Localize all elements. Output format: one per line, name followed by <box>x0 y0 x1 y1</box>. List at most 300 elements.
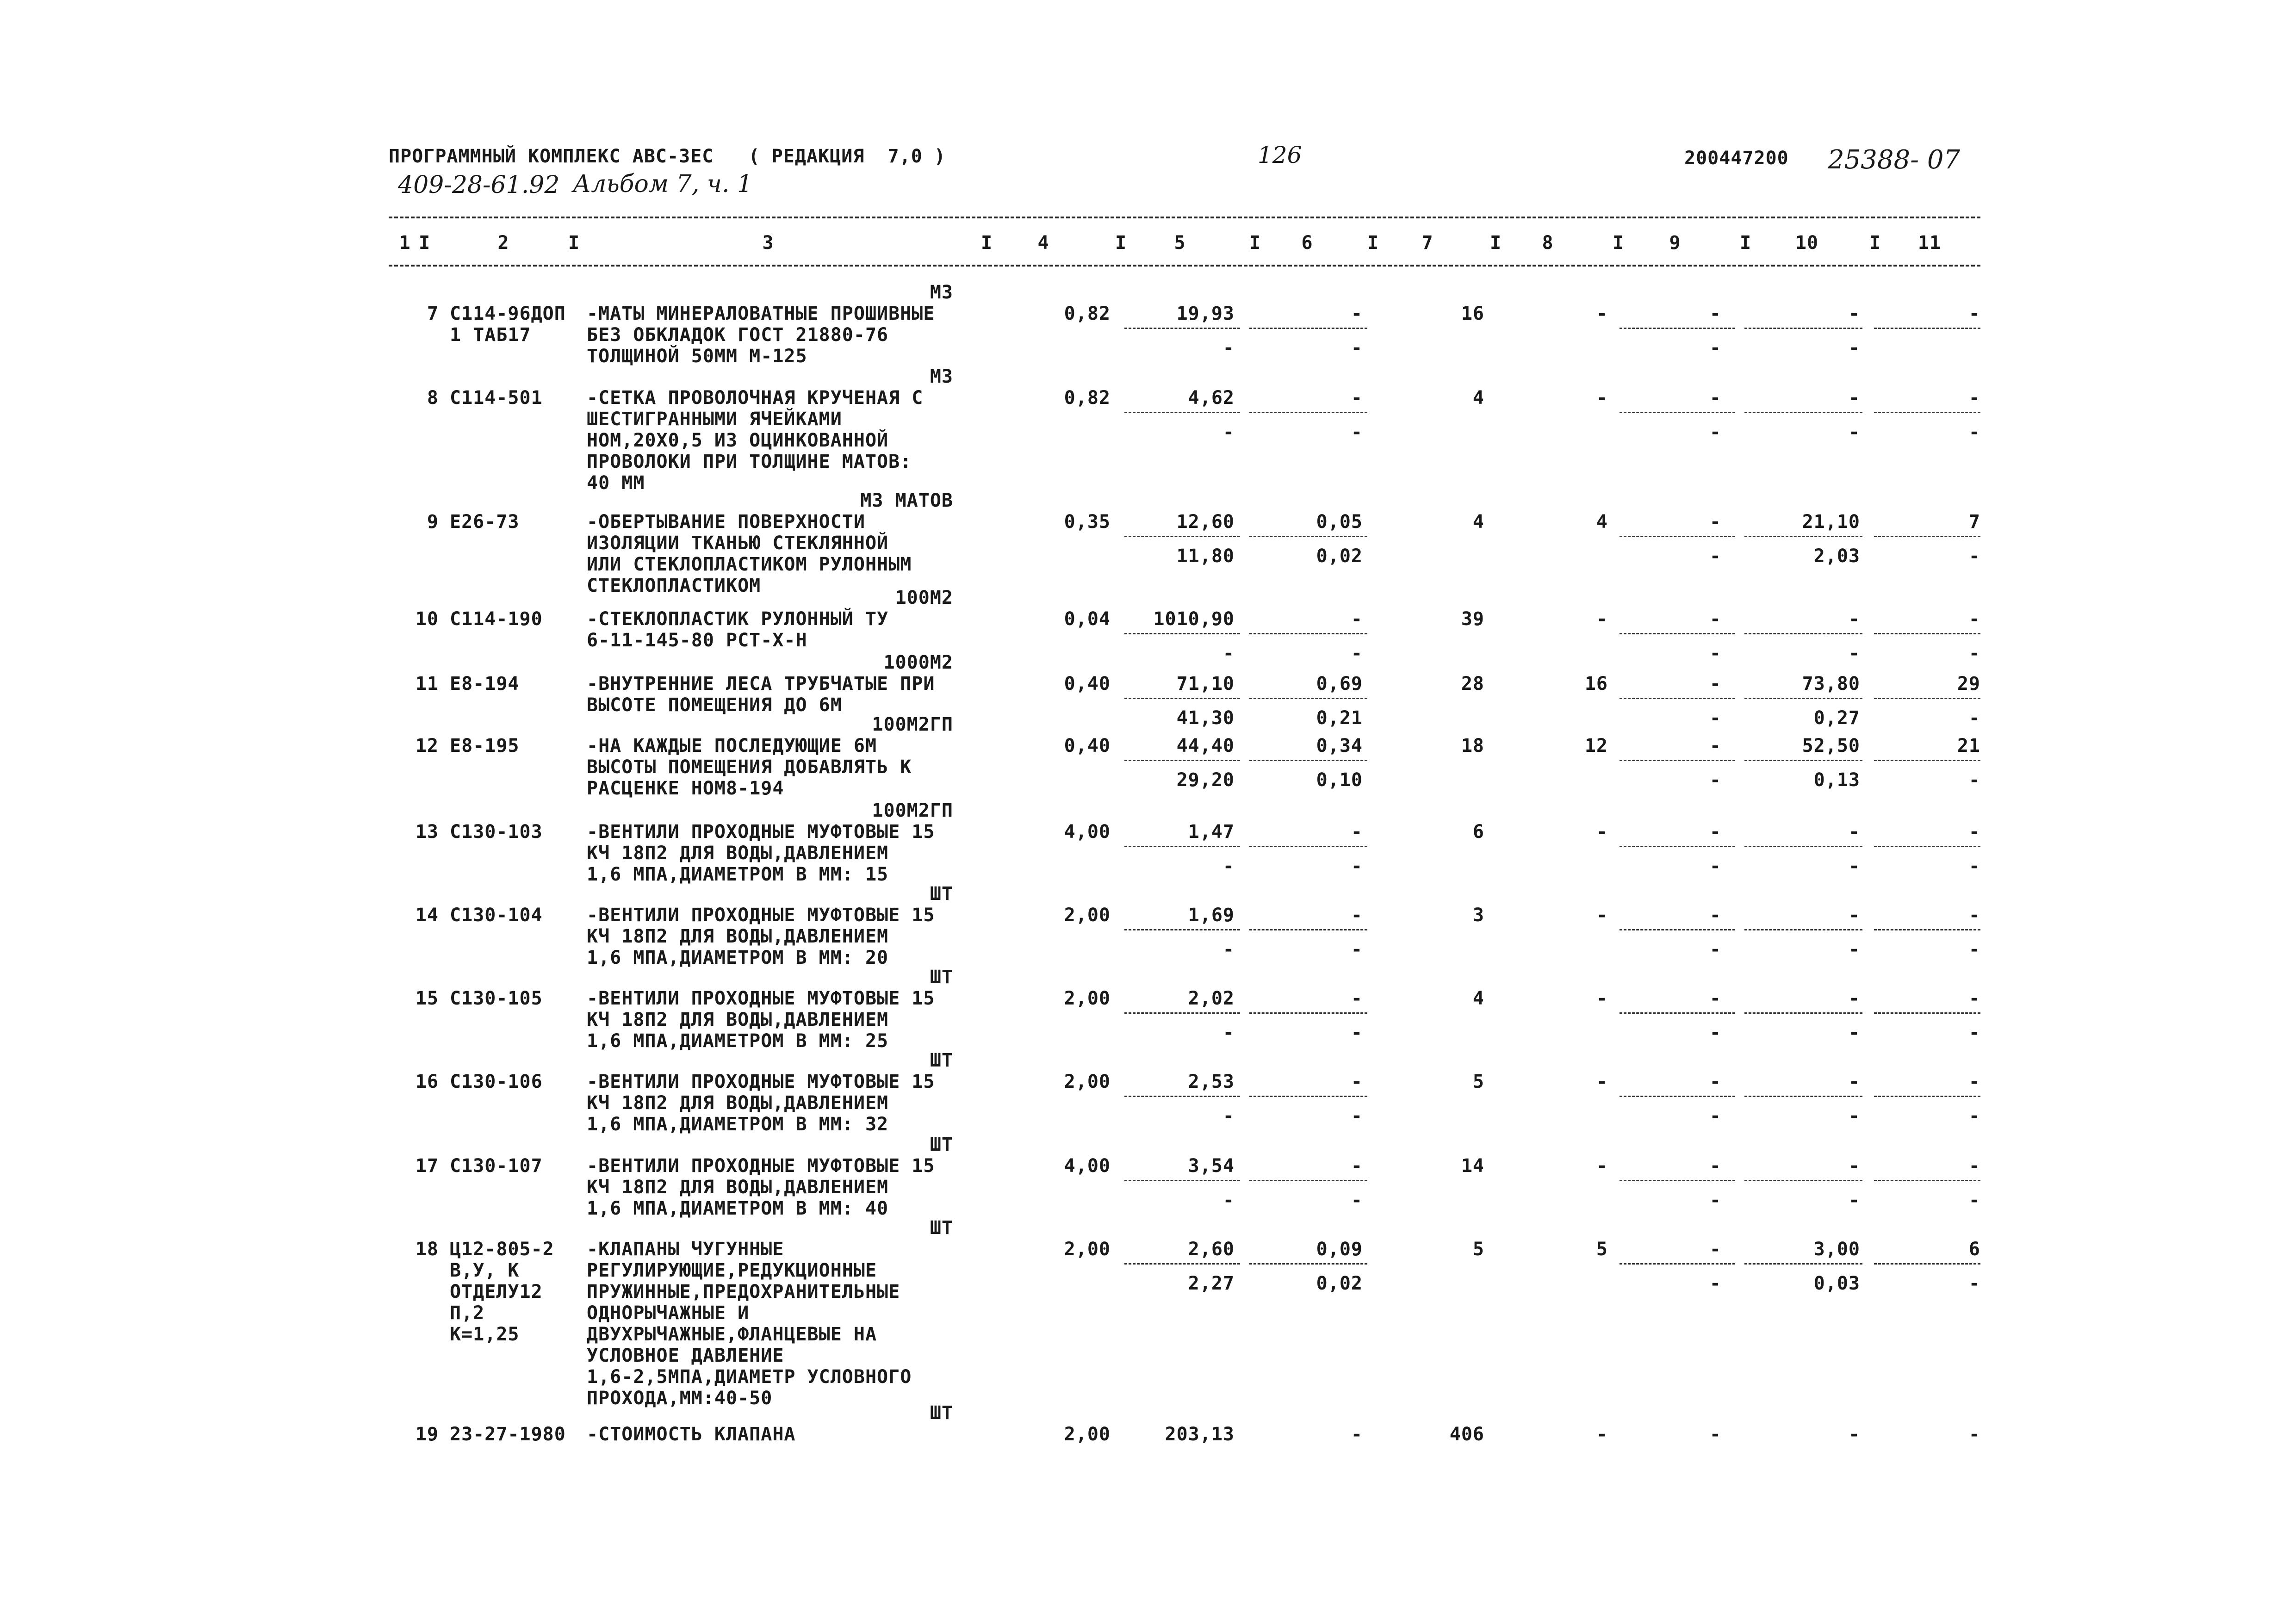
unit-cost-cell: 1,47 <box>1188 821 1235 843</box>
col11-cell: 21 <box>1957 735 1980 756</box>
work-description: 1,6-2,5МПА,ДИАМЕТР УСЛОВНОГО <box>587 1366 912 1388</box>
table-header-rule <box>389 265 1980 267</box>
rate-code: Е8-194 <box>450 673 520 694</box>
wage-cell: - <box>1596 988 1608 1009</box>
cell-separator <box>1620 1096 1735 1097</box>
col10-cell: - <box>1848 1189 1860 1211</box>
row-number: 16 <box>415 1071 439 1092</box>
cell-separator <box>1124 412 1240 413</box>
machine-cost-cell: - <box>1351 387 1363 409</box>
work-description: -ВЕНТИЛИ ПРОХОДНЫЕ МУФТОВЫЕ 15 <box>587 1155 935 1177</box>
album-handwritten: Альбом 7, ч. 1 <box>573 170 753 198</box>
rate-code: С114-190 <box>450 608 543 630</box>
cell-separator <box>1874 412 1980 413</box>
col11-cell: - <box>1968 988 1980 1009</box>
column-divider: I <box>1115 232 1127 254</box>
unit-label: ШТ <box>930 883 953 905</box>
work-description: ШЕСТИГРАННЫМИ ЯЧЕЙКАМИ <box>587 409 842 430</box>
work-description: ТОЛЩИНОЙ 50ММ М-125 <box>587 346 807 367</box>
cell-separator <box>1124 929 1240 930</box>
cell-separator <box>1124 1263 1240 1265</box>
cell-separator <box>1620 760 1735 761</box>
unit-label: М3 МАТОВ <box>860 490 953 511</box>
unit-cost-cell: 2,27 <box>1188 1272 1235 1294</box>
machine-cost-cell: 0,02 <box>1316 1272 1363 1294</box>
work-description: 1,6 МПА,ДИАМЕТРОМ В ММ: 40 <box>587 1198 889 1219</box>
cell-separator <box>1620 633 1735 634</box>
unit-cost-cell: - <box>1222 337 1235 359</box>
cell-separator <box>1874 328 1980 329</box>
rate-code: П,2 <box>450 1302 485 1324</box>
machine-cost-cell: 0,05 <box>1316 511 1363 533</box>
unit-cost-cell: 29,20 <box>1176 769 1235 791</box>
row-number: 11 <box>415 673 439 694</box>
col10-cell: - <box>1848 1071 1860 1092</box>
col11-cell: - <box>1968 421 1980 443</box>
table-top-rule <box>389 217 1980 218</box>
cell-separator <box>1874 1012 1980 1014</box>
col10-cell: - <box>1848 1424 1860 1445</box>
col11-cell: - <box>1968 642 1980 664</box>
unit-cost-cell: 44,40 <box>1176 735 1235 756</box>
cell-separator <box>1124 633 1240 634</box>
work-description: УСЛОВНОЕ ДАВЛЕНИЕ <box>587 1345 784 1366</box>
work-description: 1,6 МПА,ДИАМЕТРОМ В ММ: 32 <box>587 1114 889 1135</box>
col11-cell: - <box>1968 1272 1980 1294</box>
cell-separator <box>1249 1012 1367 1014</box>
col10-cell: - <box>1848 337 1860 359</box>
work-description: ВЫСОТЕ ПОМЕЩЕНИЯ ДО 6М <box>587 694 842 716</box>
cell-separator <box>1874 1180 1980 1181</box>
rate-code: 1 ТАБ17 <box>450 324 531 346</box>
work-description: ПРОХОДА,ММ:40-50 <box>587 1388 773 1409</box>
cell-separator <box>1124 1096 1240 1097</box>
col9-cell: - <box>1709 337 1721 359</box>
col11-cell: 29 <box>1957 673 1980 694</box>
machine-cost-cell: - <box>1351 1071 1363 1092</box>
total-cost-cell: 39 <box>1461 608 1484 630</box>
column-divider: I <box>1249 232 1261 254</box>
cell-separator <box>1249 929 1367 930</box>
column-header-7: 7 <box>1421 232 1433 254</box>
cell-separator <box>1620 1012 1735 1014</box>
cell-separator <box>1124 846 1240 847</box>
unit-cost-cell: 19,93 <box>1176 303 1235 324</box>
machine-cost-cell: 0,69 <box>1316 673 1363 694</box>
col9-cell: - <box>1709 511 1721 533</box>
column-divider: I <box>1490 232 1502 254</box>
col9-cell: - <box>1709 1071 1721 1092</box>
col10-cell: 2,03 <box>1813 545 1860 567</box>
row-number: 9 <box>427 511 439 533</box>
col10-cell: - <box>1848 1105 1860 1127</box>
wage-cell: 12 <box>1584 735 1608 756</box>
unit-label: ШТ <box>930 1050 953 1071</box>
total-cost-cell: 3 <box>1472 905 1484 926</box>
col10-cell: - <box>1848 855 1860 877</box>
cell-separator <box>1620 412 1735 413</box>
col9-cell: - <box>1709 988 1721 1009</box>
col10-cell: - <box>1848 1022 1860 1043</box>
cell-separator <box>1124 536 1240 537</box>
machine-cost-cell: - <box>1351 988 1363 1009</box>
quantity-cell: 0,40 <box>1064 735 1111 756</box>
machine-cost-cell: - <box>1351 1155 1363 1177</box>
work-description: -ВНУТРЕННИЕ ЛЕСА ТРУБЧАТЫЕ ПРИ <box>587 673 935 694</box>
unit-label: 100М2 <box>895 587 953 608</box>
col9-cell: - <box>1709 421 1721 443</box>
cell-separator <box>1874 698 1980 699</box>
total-cost-cell: 4 <box>1472 387 1484 409</box>
machine-cost-cell: 0,10 <box>1316 769 1363 791</box>
unit-label: М3 <box>930 366 953 387</box>
total-cost-cell: 28 <box>1461 673 1484 694</box>
wage-cell: - <box>1596 608 1608 630</box>
work-description: КЧ 18П2 ДЛЯ ВОДЫ,ДАВЛЕНИЕМ <box>587 926 889 947</box>
work-description: ПРОВОЛОКИ ПРИ ТОЛЩИНЕ МАТОВ: <box>587 451 912 472</box>
cell-separator <box>1249 1263 1367 1265</box>
unit-label: 100М2ГП <box>872 714 953 735</box>
row-number: 12 <box>415 735 439 756</box>
work-description: -СТОИМОСТЬ КЛАПАНА <box>587 1424 796 1445</box>
col10-cell: - <box>1848 1155 1860 1177</box>
col9-cell: - <box>1709 1105 1721 1127</box>
wage-cell: - <box>1596 1155 1608 1177</box>
col10-cell: 73,80 <box>1802 673 1860 694</box>
wage-cell: - <box>1596 821 1608 843</box>
work-description: -НА КАЖДЫЕ ПОСЛЕДУЮЩИЕ 6М <box>587 735 877 756</box>
machine-cost-cell: - <box>1351 642 1363 664</box>
quantity-cell: 4,00 <box>1064 1155 1111 1177</box>
column-divider: I <box>419 232 431 254</box>
col9-cell: - <box>1709 855 1721 877</box>
col9-cell: - <box>1709 821 1721 843</box>
machine-cost-cell: - <box>1351 337 1363 359</box>
cell-separator <box>1874 1263 1980 1265</box>
machine-cost-cell: - <box>1351 1189 1363 1211</box>
unit-label: 1000М2 <box>883 652 953 673</box>
col10-cell: 0,03 <box>1813 1272 1860 1294</box>
work-description: ИЛИ СТЕКЛОПЛАСТИКОМ РУЛОННЫМ <box>587 554 912 575</box>
work-description: ОДНОРЫЧАЖНЫЕ И <box>587 1302 750 1324</box>
quantity-cell: 2,00 <box>1064 1424 1111 1445</box>
program-title: ПРОГРАММНЫЙ КОМПЛЕКС АВС-ЗЕС ( РЕДАКЦИЯ 7,0 ) <box>389 146 946 167</box>
rate-code: ОТДЕЛУ12 <box>450 1281 543 1302</box>
rate-code: С130-107 <box>450 1155 543 1177</box>
col11-cell: - <box>1968 707 1980 729</box>
col9-cell: - <box>1709 673 1721 694</box>
col10-cell: 0,27 <box>1813 707 1860 729</box>
unit-cost-cell: 1010,90 <box>1153 608 1235 630</box>
row-number: 19 <box>415 1424 439 1445</box>
machine-cost-cell: - <box>1351 303 1363 324</box>
row-number: 8 <box>427 387 439 409</box>
col9-cell: - <box>1709 1189 1721 1211</box>
col10-cell: - <box>1848 821 1860 843</box>
work-description: КЧ 18П2 ДЛЯ ВОДЫ,ДАВЛЕНИЕМ <box>587 843 889 864</box>
cell-separator <box>1744 328 1862 329</box>
work-description: -ВЕНТИЛИ ПРОХОДНЫЕ МУФТОВЫЕ 15 <box>587 988 935 1009</box>
col9-cell: - <box>1709 608 1721 630</box>
col10-cell: 21,10 <box>1802 511 1860 533</box>
work-description: ИЗОЛЯЦИИ ТКАНЬЮ СТЕКЛЯННОЙ <box>587 533 889 554</box>
col11-cell: - <box>1968 938 1980 960</box>
cell-separator <box>1744 1263 1862 1265</box>
unit-cost-cell: 4,62 <box>1188 387 1235 409</box>
machine-cost-cell: - <box>1351 821 1363 843</box>
wage-cell: 5 <box>1596 1239 1608 1260</box>
wage-cell: - <box>1596 387 1608 409</box>
unit-cost-cell: 2,53 <box>1188 1071 1235 1092</box>
unit-cost-cell: - <box>1222 1022 1235 1043</box>
col11-cell: 7 <box>1968 511 1980 533</box>
doc-number-handwritten: 25388- 07 <box>1828 145 1961 175</box>
col9-cell: - <box>1709 707 1721 729</box>
work-description: 1,6 МПА,ДИАМЕТРОМ В ММ: 25 <box>587 1030 889 1052</box>
col10-cell: - <box>1848 303 1860 324</box>
work-description: 1,6 МПА,ДИАМЕТРОМ В ММ: 15 <box>587 864 889 885</box>
unit-cost-cell: - <box>1222 1105 1235 1127</box>
row-number: 17 <box>415 1155 439 1177</box>
unit-cost-cell: - <box>1222 642 1235 664</box>
cell-separator <box>1124 328 1240 329</box>
col11-cell: - <box>1968 905 1980 926</box>
col10-cell: 52,50 <box>1802 735 1860 756</box>
wage-cell: - <box>1596 303 1608 324</box>
col10-cell: - <box>1848 988 1860 1009</box>
cell-separator <box>1874 1096 1980 1097</box>
col9-cell: - <box>1709 938 1721 960</box>
unit-cost-cell: 12,60 <box>1176 511 1235 533</box>
cell-separator <box>1124 1012 1240 1014</box>
rate-code: С130-106 <box>450 1071 543 1092</box>
quantity-cell: 4,00 <box>1064 821 1111 843</box>
cell-separator <box>1249 412 1367 413</box>
total-cost-cell: 5 <box>1472 1071 1484 1092</box>
unit-label: ШТ <box>930 1217 953 1239</box>
column-divider: I <box>1869 232 1881 254</box>
col9-cell: - <box>1709 303 1721 324</box>
unit-cost-cell: - <box>1222 1189 1235 1211</box>
work-description: ВЫСОТЫ ПОМЕЩЕНИЯ ДОБАВЛЯТЬ К <box>587 756 912 778</box>
wage-cell: 4 <box>1596 511 1608 533</box>
col11-cell: - <box>1968 1071 1980 1092</box>
cell-separator <box>1249 1180 1367 1181</box>
col10-cell: - <box>1848 608 1860 630</box>
col9-cell: - <box>1709 1272 1721 1294</box>
cell-separator <box>1124 698 1240 699</box>
machine-cost-cell: - <box>1351 1105 1363 1127</box>
column-header-5: 5 <box>1174 232 1186 254</box>
work-description: -СЕТКА ПРОВОЛОЧНАЯ КРУЧЕНАЯ С <box>587 387 924 409</box>
cell-separator <box>1620 1180 1735 1181</box>
col10-cell: - <box>1848 387 1860 409</box>
unit-cost-cell: - <box>1222 938 1235 960</box>
quantity-cell: 0,82 <box>1064 303 1111 324</box>
cell-separator <box>1874 760 1980 761</box>
column-divider: I <box>1740 232 1752 254</box>
work-description: КЧ 18П2 ДЛЯ ВОДЫ,ДАВЛЕНИЕМ <box>587 1177 889 1198</box>
column-header-8: 8 <box>1542 232 1554 254</box>
project-code-handwritten: 409-28-61.92 <box>398 171 560 199</box>
cell-separator <box>1620 536 1735 537</box>
rate-code: С114-96ДОП <box>450 303 566 324</box>
col10-cell: 0,13 <box>1813 769 1860 791</box>
work-description: -ОБЕРТЫВАНИЕ ПОВЕРХНОСТИ <box>587 511 865 533</box>
col9-cell: - <box>1709 769 1721 791</box>
col10-cell: - <box>1848 905 1860 926</box>
rate-code: Е8-195 <box>450 735 520 756</box>
machine-cost-cell: - <box>1351 421 1363 443</box>
unit-label: ШТ <box>930 967 953 988</box>
total-cost-cell: 4 <box>1472 511 1484 533</box>
cell-separator <box>1874 536 1980 537</box>
work-description: -ВЕНТИЛИ ПРОХОДНЫЕ МУФТОВЫЕ 15 <box>587 821 935 843</box>
quantity-cell: 0,40 <box>1064 673 1111 694</box>
work-description: РЕГУЛИРУЮЩИЕ,РЕДУКЦИОННЫЕ <box>587 1260 877 1281</box>
col11-cell: - <box>1968 1155 1980 1177</box>
unit-cost-cell: 11,80 <box>1176 545 1235 567</box>
quantity-cell: 2,00 <box>1064 1071 1111 1092</box>
cell-separator <box>1249 1096 1367 1097</box>
cell-separator <box>1744 1012 1862 1014</box>
unit-cost-cell: - <box>1222 421 1235 443</box>
cell-separator <box>1874 846 1980 847</box>
unit-cost-cell: 203,13 <box>1165 1424 1235 1445</box>
unit-cost-cell: 3,54 <box>1188 1155 1235 1177</box>
machine-cost-cell: - <box>1351 855 1363 877</box>
col11-cell: - <box>1968 1022 1980 1043</box>
unit-cost-cell: 1,69 <box>1188 905 1235 926</box>
cell-separator <box>1249 846 1367 847</box>
cell-separator <box>1744 1180 1862 1181</box>
work-description: РАСЦЕНКЕ НОМ8-194 <box>587 778 784 799</box>
column-divider: I <box>1367 232 1379 254</box>
column-header-3: 3 <box>762 232 774 254</box>
total-cost-cell: 6 <box>1472 821 1484 843</box>
cell-separator <box>1620 1263 1735 1265</box>
cell-separator <box>1620 328 1735 329</box>
cell-separator <box>1744 698 1862 699</box>
unit-cost-cell: 2,02 <box>1188 988 1235 1009</box>
work-description: -СТЕКЛОПЛАСТИК РУЛОННЫЙ ТУ <box>587 608 889 630</box>
col11-cell: 6 <box>1968 1239 1980 1260</box>
machine-cost-cell: - <box>1351 608 1363 630</box>
work-description: ПРУЖИННЫЕ,ПРЕДОХРАНИТЕЛЬНЫЕ <box>587 1281 900 1302</box>
unit-label: М3 <box>930 282 953 303</box>
machine-cost-cell: 0,09 <box>1316 1239 1363 1260</box>
column-header-1: 1 <box>399 232 411 254</box>
rate-code: С114-501 <box>450 387 543 409</box>
cell-separator <box>1249 760 1367 761</box>
cell-separator <box>1744 760 1862 761</box>
wage-cell: 16 <box>1584 673 1608 694</box>
quantity-cell: 0,82 <box>1064 387 1111 409</box>
rate-code: 23-27-1980 <box>450 1424 566 1445</box>
total-cost-cell: 16 <box>1461 303 1484 324</box>
column-header-6: 6 <box>1301 232 1313 254</box>
total-cost-cell: 406 <box>1449 1424 1484 1445</box>
cell-separator <box>1620 929 1735 930</box>
work-description: -ВЕНТИЛИ ПРОХОДНЫЕ МУФТОВЫЕ 15 <box>587 905 935 926</box>
cell-separator <box>1744 633 1862 634</box>
col10-cell: 3,00 <box>1813 1239 1860 1260</box>
rate-code: Ц12-805-2 <box>450 1239 554 1260</box>
rate-code: С130-104 <box>450 905 543 926</box>
col11-cell: - <box>1968 303 1980 324</box>
rate-code: К=1,25 <box>450 1324 520 1345</box>
cell-separator <box>1874 929 1980 930</box>
cell-separator <box>1744 846 1862 847</box>
col9-cell: - <box>1709 1155 1721 1177</box>
work-description: 40 ММ <box>587 472 645 494</box>
cell-separator <box>1249 328 1367 329</box>
work-description: БЕЗ ОБКЛАДОК ГОСТ 21880-76 <box>587 324 889 346</box>
unit-label: 100М2ГП <box>872 800 953 821</box>
column-header-10: 10 <box>1795 232 1819 254</box>
machine-cost-cell: - <box>1351 1022 1363 1043</box>
row-number: 18 <box>415 1239 439 1260</box>
col11-cell: - <box>1968 821 1980 843</box>
column-divider: I <box>981 232 993 254</box>
rate-code: Е26-73 <box>450 511 520 533</box>
total-cost-cell: 4 <box>1472 988 1484 1009</box>
machine-cost-cell: 0,21 <box>1316 707 1363 729</box>
work-description: 6-11-145-80 РСТ-Х-Н <box>587 630 807 651</box>
machine-cost-cell: 0,02 <box>1316 545 1363 567</box>
col9-cell: - <box>1709 642 1721 664</box>
col9-cell: - <box>1709 1022 1721 1043</box>
unit-cost-cell: 71,10 <box>1176 673 1235 694</box>
col10-cell: - <box>1848 421 1860 443</box>
total-cost-cell: 5 <box>1472 1239 1484 1260</box>
unit-label: ШТ <box>930 1402 953 1424</box>
quantity-cell: 2,00 <box>1064 1239 1111 1260</box>
col11-cell: - <box>1968 1105 1980 1127</box>
work-description: СТЕКЛОПЛАСТИКОМ <box>587 575 761 596</box>
col11-cell: - <box>1968 769 1980 791</box>
col9-cell: - <box>1709 735 1721 756</box>
column-header-4: 4 <box>1037 232 1049 254</box>
cell-separator <box>1249 698 1367 699</box>
page-number: 126 <box>1258 142 1302 168</box>
column-divider: I <box>1613 232 1625 254</box>
cell-separator <box>1744 1096 1862 1097</box>
column-divider: I <box>568 232 580 254</box>
cell-separator <box>1124 760 1240 761</box>
row-number: 7 <box>427 303 439 324</box>
cell-separator <box>1744 536 1862 537</box>
row-number: 14 <box>415 905 439 926</box>
machine-cost-cell: - <box>1351 938 1363 960</box>
col9-cell: - <box>1709 545 1721 567</box>
unit-label: ШТ <box>930 1134 953 1155</box>
row-number: 10 <box>415 608 439 630</box>
unit-cost-cell: - <box>1222 855 1235 877</box>
work-description: -ВЕНТИЛИ ПРОХОДНЫЕ МУФТОВЫЕ 15 <box>587 1071 935 1092</box>
quantity-cell: 0,04 <box>1064 608 1111 630</box>
cell-separator <box>1249 633 1367 634</box>
rate-code: С130-103 <box>450 821 543 843</box>
wage-cell: - <box>1596 905 1608 926</box>
col10-cell: - <box>1848 938 1860 960</box>
col11-cell: - <box>1968 387 1980 409</box>
col11-cell: - <box>1968 1424 1980 1445</box>
work-description: 1,6 МПА,ДИАМЕТРОМ В ММ: 20 <box>587 947 889 968</box>
cell-separator <box>1620 846 1735 847</box>
rate-code: С130-105 <box>450 988 543 1009</box>
work-description: ДВУХРЫЧАЖНЫЕ,ФЛАНЦЕВЫЕ НА <box>587 1324 877 1345</box>
